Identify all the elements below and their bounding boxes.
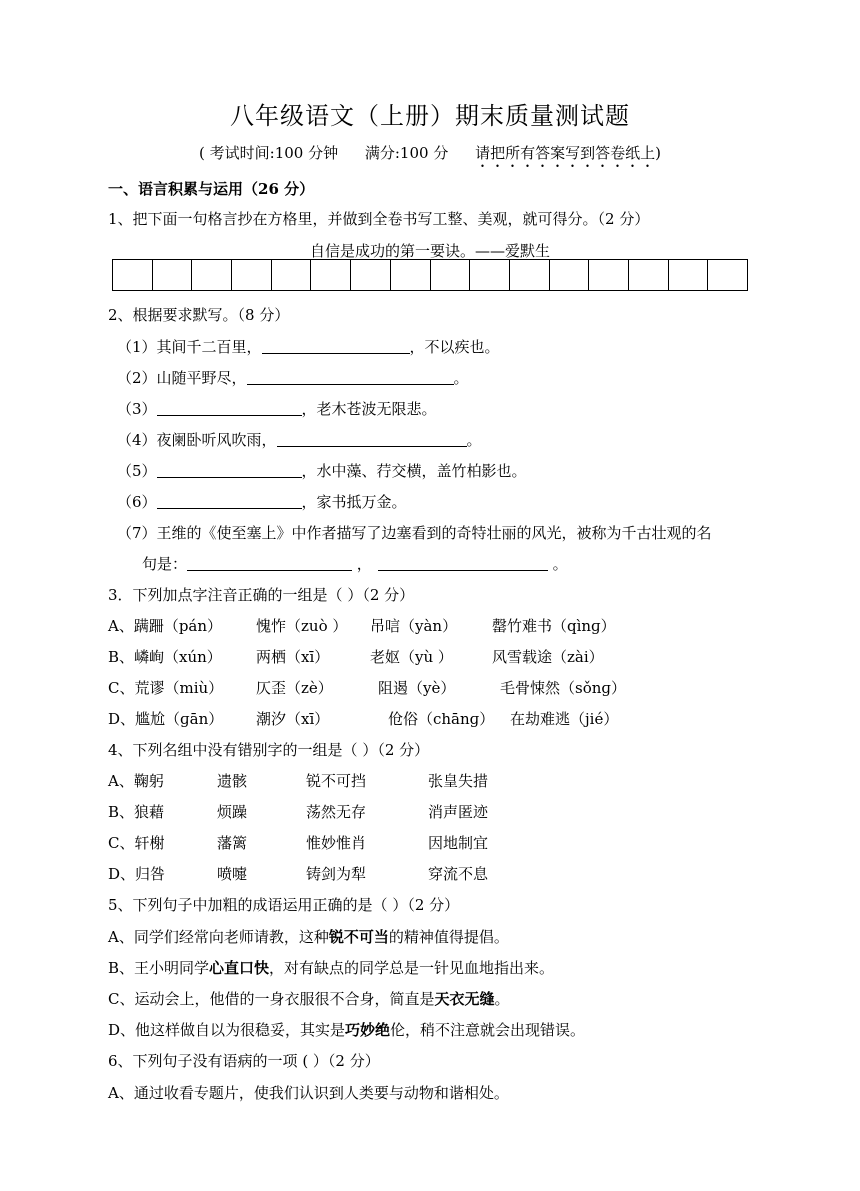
option-choice[interactable]: B、狼藉 <box>108 803 165 821</box>
bold-idiom: 巧妙绝 <box>345 1021 391 1039</box>
full-score: 满分:100 分 <box>364 144 449 162</box>
option-word: 因地制宜 <box>428 834 489 852</box>
answer-blank[interactable] <box>262 339 410 354</box>
exam-subtitle <box>0 142 860 171</box>
answer-blank[interactable] <box>157 401 302 416</box>
option-choice[interactable]: A、鞠躬 <box>108 772 164 790</box>
option-word: 消声匿迹 <box>428 803 489 821</box>
option-choice[interactable]: C、轩榭 <box>108 834 165 852</box>
grid-cell[interactable] <box>113 260 153 291</box>
exam-title: 八年级语文（上册）期末质量测试题 <box>230 102 630 130</box>
q5-option-c[interactable]: C、运动会上，他借的一身衣服很不合身，简直是天衣无缝。 <box>108 990 510 1008</box>
bold-idiom: 心直口快 <box>209 959 270 977</box>
option-word: 烦躁 <box>217 803 248 821</box>
option-choice[interactable]: A、蹒跚（pán） <box>108 617 223 635</box>
answer-blank[interactable] <box>277 432 467 447</box>
q3-prompt: 3．下列加点字注音正确的一组是（ ）（2 分） <box>108 586 415 604</box>
q5-prompt: 5、下列句子中加粗的成语运用正确的是（ ）（2 分） <box>108 896 460 914</box>
bold-idiom: 锐不可当 <box>328 928 389 946</box>
answer-note: 请把所有答案写到答卷纸上 <box>475 144 656 162</box>
q5-option-d[interactable]: D、他这样做自以为很稳妥，其实是巧妙绝伦，稍不注意就会出现错误。 <box>108 1021 586 1039</box>
grid-cell[interactable] <box>272 260 312 291</box>
grid-cell[interactable] <box>351 260 391 291</box>
section-heading: 一、语言积累与运用（26 分） <box>108 180 315 198</box>
answer-blank[interactable] <box>157 494 302 509</box>
option-choice[interactable]: D、归咎 <box>108 865 166 883</box>
option-word: 潮汐（xī） <box>256 710 330 728</box>
handwriting-grid[interactable] <box>112 259 748 291</box>
q2-item-5: （5） ，水中藻、荇交横，盖竹柏影也。 <box>117 462 527 480</box>
q5-option-a[interactable]: A、同学们经常向老师请教，这种锐不可当的精神值得提倡。 <box>108 928 509 946</box>
option-word: 惟妙惟肖 <box>306 834 367 852</box>
q2-item-3: （3） ，老木苍波无限悲。 <box>117 400 437 418</box>
grid-cell[interactable] <box>391 260 431 291</box>
answer-blank[interactable] <box>247 370 454 385</box>
q1-prompt: 1、把下面一句格言抄在方格里，并做到全卷书写工整、美观，就可得分。（2 分） <box>108 210 650 228</box>
q2-item-7-cont: 句是： ， 。 <box>142 555 568 573</box>
grid-cell[interactable] <box>431 260 471 291</box>
q4-prompt: 4、下列名组中没有错别字的一组是（ ）（2 分） <box>108 741 430 759</box>
grid-cell[interactable] <box>550 260 590 291</box>
grid-cell[interactable] <box>153 260 193 291</box>
option-word: 风雪载途（zài） <box>492 648 604 666</box>
option-choice[interactable]: B、嶙峋（xún） <box>108 648 222 666</box>
q6-option-a[interactable]: A、通过收看专题片，使我们认识到人类要与动物和谐相处。 <box>108 1084 509 1102</box>
option-word: 张皇失措 <box>428 772 489 790</box>
answer-blank[interactable] <box>187 556 352 571</box>
q5-option-b[interactable]: B、王小明同学心直口快，对有缺点的同学总是一针见血地指出来。 <box>108 959 555 977</box>
subtitle-open: ( <box>199 144 205 162</box>
option-word: 愧怍（zuò ） <box>256 617 348 635</box>
grid-cell[interactable] <box>708 260 748 291</box>
option-word: 两栖（xī） <box>256 648 330 666</box>
option-word: 喷嚏 <box>217 865 248 883</box>
q2-item-1: （1）其间千二百里， ，不以疾也。 <box>117 338 500 356</box>
answer-blank[interactable] <box>378 556 548 571</box>
option-word: 罄竹难书（qìnɡ） <box>492 617 616 635</box>
grid-cell[interactable] <box>669 260 709 291</box>
option-word: 阻遏（yè） <box>378 679 456 697</box>
option-word: 伧俗（chānɡ） <box>388 710 495 728</box>
option-word: 在劫难逃（jié） <box>510 710 619 728</box>
option-word: 毛骨悚然（sǒnɡ） <box>500 679 626 697</box>
option-word: 铸剑为犁 <box>306 865 367 883</box>
option-word: 老妪（yù ） <box>370 648 453 666</box>
option-choice[interactable]: C、荒谬（miù） <box>108 679 224 697</box>
option-word: 仄歪（zè） <box>256 679 333 697</box>
grid-cell[interactable] <box>589 260 629 291</box>
bold-idiom: 天衣无缝 <box>434 990 495 1008</box>
grid-cell[interactable] <box>629 260 669 291</box>
q1-quote: 自信是成功的第一要诀。——爱默生 <box>309 242 550 260</box>
option-word: 穿流不息 <box>428 865 489 883</box>
exam-time: 考试时间:100 分钟 <box>209 144 339 162</box>
option-word: 藩篱 <box>217 834 248 852</box>
q2-prompt: 2、根据要求默写。（8 分） <box>108 306 290 324</box>
grid-cell[interactable] <box>232 260 272 291</box>
answer-blank[interactable] <box>157 463 302 478</box>
option-word: 吊唁（yàn） <box>370 617 458 635</box>
option-word: 遗骸 <box>217 772 248 790</box>
option-word: 荡然无存 <box>306 803 367 821</box>
q6-prompt: 6、下列句子没有语病的一项 ( ）（2 分） <box>108 1052 380 1070</box>
grid-cell[interactable] <box>510 260 550 291</box>
grid-cell[interactable] <box>470 260 510 291</box>
subtitle-close: ) <box>655 144 661 162</box>
grid-cell[interactable] <box>311 260 351 291</box>
q2-item-7: （7）王维的《使至塞上》中作者描写了边塞看到的奇特壮丽的风光，被称为千古壮观的名 <box>117 524 712 542</box>
grid-cell[interactable] <box>192 260 232 291</box>
q2-item-4: （4）夜阑卧听风吹雨， 。 <box>117 431 482 449</box>
q2-item-6: （6） ，家书抵万金。 <box>117 493 407 511</box>
option-choice[interactable]: D、尴尬（ɡān） <box>108 710 224 728</box>
option-word: 锐不可挡 <box>306 772 367 790</box>
q2-item-2: （2）山随平野尽， 。 <box>117 369 469 387</box>
